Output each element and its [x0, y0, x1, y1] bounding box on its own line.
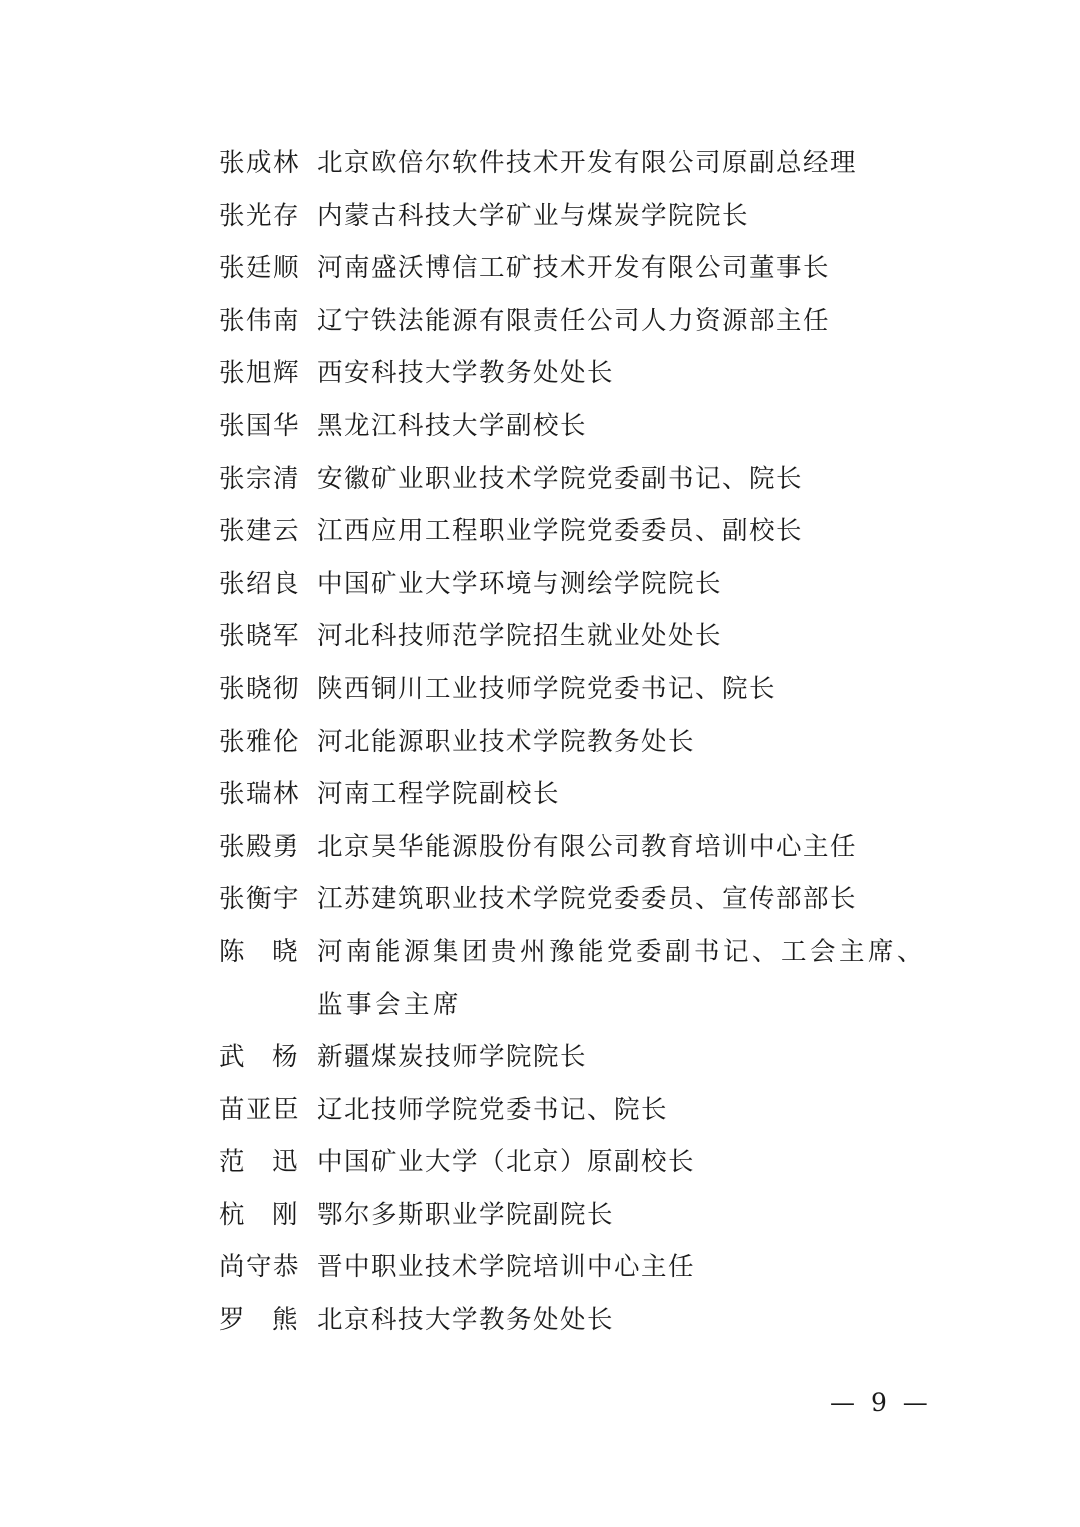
list-item	[219, 663, 939, 716]
member-name: 张绍良	[219, 568, 301, 599]
list-item	[219, 400, 939, 453]
member-name: 张殿勇	[219, 831, 301, 862]
member-name-char: 迅	[271, 1147, 299, 1178]
member-role: 中国矿业大学（北京）原副校长	[317, 1147, 696, 1178]
member-name: 张雅伦	[219, 726, 301, 757]
member-role: 北京欧倍尔软件技术开发有限公司原副总经理	[317, 148, 858, 178]
member-role: 河北科技师范学院招生就业处处长	[317, 621, 723, 652]
member-role: 中国矿业大学环境与测绘学院院长	[317, 568, 723, 599]
member-role: 黑龙江科技大学副校长	[317, 410, 588, 441]
member-name: 张廷顺	[219, 253, 301, 284]
member-name: 张光存	[219, 200, 301, 231]
member-role: 河北能源职业技术学院教务处长	[317, 726, 696, 757]
list-item	[219, 347, 939, 400]
member-name-char: 熊	[271, 1305, 299, 1336]
member-role: 辽宁铁法能源有限责任公司人力资源部主任	[317, 305, 831, 336]
list-item	[219, 295, 939, 348]
member-name: 张建云	[219, 516, 301, 547]
list-item	[219, 1189, 939, 1242]
member-name: 张伟南	[219, 305, 301, 336]
member-role: 河南工程学院副校长	[317, 779, 561, 810]
member-role: 鄂尔多斯职业学院副院长	[317, 1199, 615, 1230]
member-role: 北京科技大学教务处处长	[317, 1305, 615, 1336]
member-name: 张宗清	[219, 463, 301, 494]
list-item	[219, 453, 939, 506]
member-role: 陕西铜川工业技师学院党委书记、院长	[317, 673, 777, 704]
list-item	[219, 821, 939, 874]
member-role: 辽北技师学院党委书记、院长	[317, 1094, 669, 1125]
member-role: 内蒙古科技大学矿业与煤炭学院院长	[317, 200, 750, 231]
list-item	[219, 1031, 939, 1084]
member-name-char: 晓	[271, 936, 299, 967]
member-name	[219, 1136, 299, 1189]
member-list	[219, 137, 939, 1347]
member-name-char: 杭	[219, 1199, 247, 1230]
list-item	[219, 1084, 939, 1137]
member-role: 河南能源集团贵州豫能党委副书记、工会主席、监事会主席	[317, 936, 927, 1020]
list-item	[219, 1294, 939, 1347]
list-item	[219, 926, 939, 1031]
member-role: 江西应用工程职业学院党委委员、副校长	[317, 516, 804, 547]
member-name-char: 刚	[271, 1199, 299, 1230]
list-item	[219, 505, 939, 558]
member-name-char: 陈	[219, 936, 247, 967]
list-item	[219, 610, 939, 663]
member-role: 河南盛沃博信工矿技术开发有限公司董事长	[317, 253, 831, 284]
member-name: 张晓军	[219, 621, 301, 652]
member-name	[219, 1294, 299, 1347]
member-name: 张晓彻	[219, 673, 301, 704]
member-role: 新疆煤炭技师学院院长	[317, 1042, 588, 1073]
list-item	[219, 768, 939, 821]
member-name	[219, 1031, 299, 1084]
page-number: — 9 —	[830, 1388, 932, 1417]
member-role: 江苏建筑职业技术学院党委委员、宣传部部长	[317, 884, 858, 915]
member-role: 北京昊华能源股份有限公司教育培训中心主任	[317, 831, 858, 862]
member-name	[219, 1189, 299, 1242]
list-item	[219, 558, 939, 611]
member-name-char: 范	[219, 1147, 247, 1178]
list-item	[219, 873, 939, 926]
member-name-char: 杨	[271, 1042, 299, 1073]
member-name: 张衡宇	[219, 884, 301, 915]
list-item	[219, 242, 939, 295]
member-name-char: 罗	[219, 1305, 247, 1336]
list-item	[219, 137, 939, 190]
member-name: 苗亚臣	[219, 1094, 301, 1125]
list-item	[219, 190, 939, 243]
member-name: 尚守恭	[219, 1252, 301, 1283]
member-name: 张瑞林	[219, 779, 301, 810]
member-name	[219, 926, 299, 979]
list-item	[219, 1241, 939, 1294]
member-role: 西安科技大学教务处处长	[317, 358, 615, 389]
list-item	[219, 716, 939, 769]
member-name: 张国华	[219, 410, 301, 441]
member-name-char: 武	[219, 1042, 247, 1073]
list-item	[219, 1136, 939, 1189]
member-role: 安徽矿业职业技术学院党委副书记、院长	[317, 463, 804, 494]
member-name: 张旭辉	[219, 358, 301, 389]
member-name: 张成林	[219, 148, 301, 178]
member-role: 晋中职业技术学院培训中心主任	[317, 1252, 696, 1283]
